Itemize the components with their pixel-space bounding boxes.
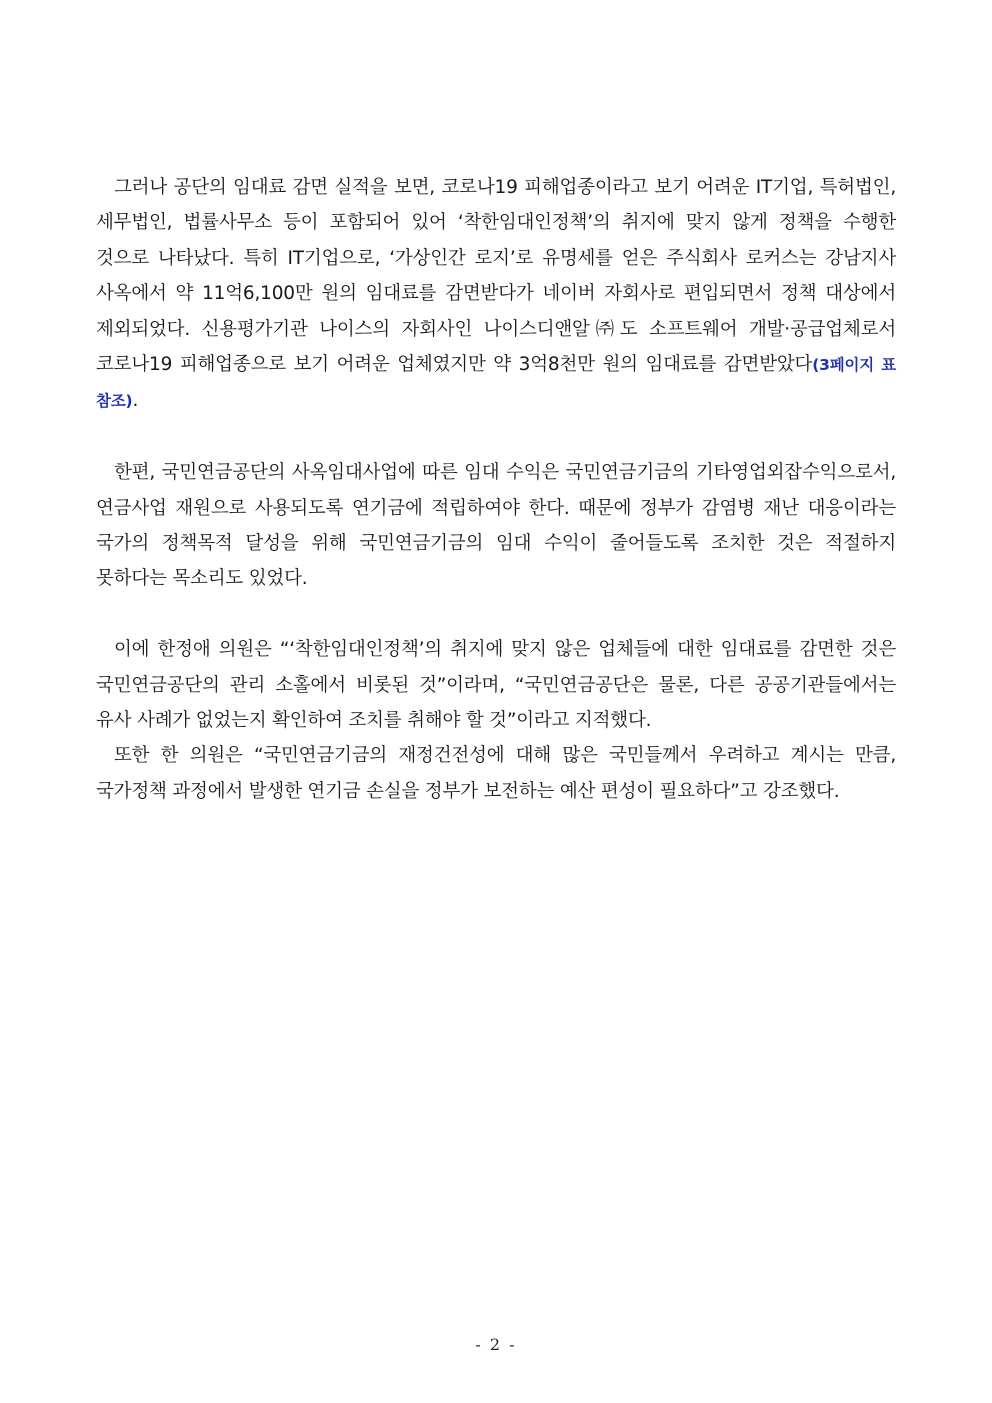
paragraph-tail: . [132, 390, 139, 412]
paragraph-lawmaker-emphasis [96, 738, 896, 809]
paragraph-spacer [96, 420, 896, 455]
document-body [96, 170, 896, 809]
paragraph-lawmaker-remark [96, 632, 896, 738]
paragraph-text: 이에 한정애 의원은 “‘착한임대인정책’의 취지에 맞지 않은 업체들에 대한 임대료를 감면한 것은 국민연금공단의 관리 소홀에서 비롯된 것”이라며, “국민연금공단은 물론, 다른 공공기관들에서는 유사 사례가 없었는지 확인하여 조치를 취해야 할 것”이라고 지적했다. [96, 639, 896, 732]
paragraph-text: 그러나 공단의 임대료 감면 실적을 보면, 코로나19 피해업종이라고 보기 어려운 IT기업, 특허법인, 세무법인, 법률사무소 등이 포함되어 있어 ‘착한임대인정책’의 취지에 맞지 않게 정책을 수행한 것으로 나타났다. 특히 IT기업으로, ‘가상인간 로지’로 유명세를 얻은 주식회사 로커스는 강남지사 사옥에서 약 11억6,100만 원의 임대료를 감면받다가 네이버 자회사로 편입되면서 정책 대상에서 제외되었다. 신용평가기관 나이스의 자회사인 나이스디앤알㈜도 소프트웨어 개발·공급업체로서 코로나19 피해업종으로 보기 어려운 업체였지만 약 3억8천만 원의 임대료를 감면받았다 [96, 177, 896, 376]
table-reference-link: (3페이지 표 참조) [96, 356, 896, 411]
paragraph-rent-reduction-performance [96, 170, 896, 420]
paragraph-spacer [96, 597, 896, 632]
paragraph-rental-income [96, 455, 896, 597]
paragraph-text: 또한 한 의원은 “국민연금기금의 재정건전성에 대해 많은 국민들께서 우려하고 계시는 만큼, 국가정책 과정에서 발생한 연기금 손실을 정부가 보전하는 예산 편성이 필요하다”고 강조했다. [96, 745, 896, 802]
page-number: - 2 - [475, 1335, 517, 1354]
paragraph-text: 한편, 국민연금공단의 사옥임대사업에 따른 임대 수익은 국민연금기금의 기타영업외잡수익으로서, 연금사업 재원으로 사용되도록 연기금에 적립하여야 한다. 때문에 정부가 감염병 재난 대응이라는 국가의 정책목적 달성을 위해 국민연금기금의 임대 수익이 줄어들도록 조치한 것은 적절하지 못하다는 목소리도 있었다. [96, 462, 896, 590]
